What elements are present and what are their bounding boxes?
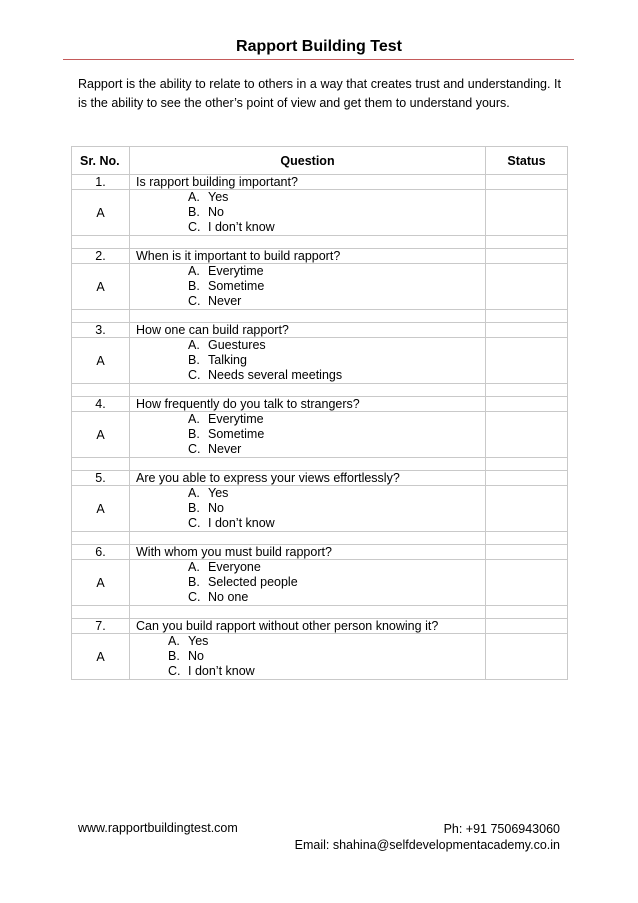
- status-cell: [486, 338, 568, 384]
- spacer-row: [72, 532, 568, 545]
- footer-email: Email: shahina@selfdevelopmentacademy.co.in: [294, 838, 560, 852]
- option-text: I don’t know: [208, 220, 275, 234]
- spacer-cell: [130, 236, 486, 249]
- footer-contact: [295, 821, 560, 853]
- option-marker: C.: [188, 294, 201, 308]
- spacer-cell: [486, 606, 568, 619]
- option-marker: A.: [188, 412, 200, 426]
- options-list: [130, 190, 485, 235]
- spacer-cell: [486, 532, 568, 545]
- spacer-cell: [72, 310, 130, 323]
- option-item: [130, 412, 485, 427]
- question-text: Is rapport building important?: [130, 175, 486, 190]
- spacer-cell: [486, 384, 568, 397]
- question-table: [71, 146, 568, 680]
- question-text: When is it important to build rapport?: [130, 249, 486, 264]
- option-marker: A.: [188, 486, 200, 500]
- option-text: Talking: [208, 353, 247, 367]
- options-row: [72, 264, 568, 310]
- footer-phone: Ph: +91 7506943060: [443, 822, 560, 836]
- option-text: No: [208, 501, 224, 515]
- status-cell: [486, 190, 568, 236]
- option-marker: B.: [188, 427, 200, 441]
- question-number: 2.: [72, 249, 130, 264]
- question-row: [72, 397, 568, 412]
- option-text: Everytime: [208, 412, 264, 426]
- option-marker: A.: [188, 190, 200, 204]
- option-marker: A.: [188, 264, 200, 278]
- question-row: [72, 619, 568, 634]
- option-item: [130, 427, 485, 442]
- status-cell: [486, 323, 568, 338]
- option-item: [130, 664, 485, 679]
- options-list: [130, 634, 485, 679]
- options-cell: [130, 190, 486, 236]
- question-row: [72, 545, 568, 560]
- spacer-cell: [72, 532, 130, 545]
- answer-cell: A: [72, 190, 130, 236]
- option-text: Needs several meetings: [208, 368, 343, 382]
- option-marker: C.: [188, 590, 201, 604]
- option-item: [130, 634, 485, 649]
- question-number: 7.: [72, 619, 130, 634]
- header-question: Question: [130, 147, 486, 175]
- table-header-row: [72, 147, 568, 175]
- options-list: [130, 264, 485, 309]
- option-text: Everytime: [208, 264, 264, 278]
- status-cell: [486, 175, 568, 190]
- options-cell: [130, 560, 486, 606]
- spacer-cell: [72, 458, 130, 471]
- status-cell: [486, 412, 568, 458]
- spacer-cell: [72, 236, 130, 249]
- answer-cell: A: [72, 560, 130, 606]
- options-cell: [130, 634, 486, 680]
- spacer-row: [72, 458, 568, 471]
- option-marker: C.: [188, 516, 201, 530]
- status-cell: [486, 619, 568, 634]
- question-row: [72, 175, 568, 190]
- option-marker: A.: [188, 560, 200, 574]
- options-row: [72, 560, 568, 606]
- options-row: [72, 634, 568, 680]
- options-row: [72, 338, 568, 384]
- option-marker: C.: [188, 220, 201, 234]
- spacer-row: [72, 384, 568, 397]
- option-item: [130, 560, 485, 575]
- title-divider: [63, 59, 574, 60]
- option-item: [130, 590, 485, 605]
- spacer-row: [72, 310, 568, 323]
- option-text: I don’t know: [208, 516, 275, 530]
- options-row: [72, 486, 568, 532]
- option-text: I don’t know: [188, 664, 255, 678]
- option-marker: C.: [168, 664, 181, 678]
- spacer-cell: [130, 532, 486, 545]
- question-text: Are you able to express your views effortlessly?: [130, 471, 486, 486]
- spacer-row: [72, 606, 568, 619]
- question-row: [72, 323, 568, 338]
- option-item: [130, 486, 485, 501]
- answer-cell: A: [72, 338, 130, 384]
- option-text: Guestures: [208, 338, 266, 352]
- option-item: [130, 294, 485, 309]
- question-number: 6.: [72, 545, 130, 560]
- question-text: Can you build rapport without other person knowing it?: [130, 619, 486, 634]
- option-marker: B.: [168, 649, 180, 663]
- options-cell: [130, 338, 486, 384]
- option-item: [130, 205, 485, 220]
- question-table-body: [72, 175, 568, 680]
- option-text: Never: [208, 442, 242, 456]
- options-cell: [130, 264, 486, 310]
- question-number: 5.: [72, 471, 130, 486]
- header-sr-no: Sr. No.: [72, 147, 130, 175]
- spacer-cell: [486, 236, 568, 249]
- answer-cell: A: [72, 486, 130, 532]
- option-text: No: [208, 205, 224, 219]
- option-item: [130, 353, 485, 368]
- option-item: [130, 649, 485, 664]
- spacer-cell: [130, 384, 486, 397]
- question-row: [72, 471, 568, 486]
- intro-paragraph: Rapport is the ability to relate to others in a way that creates trust and understanding. It is the ability to see the other’s point of view and get them to understand yours.: [78, 77, 561, 110]
- page-title: Rapport Building Test: [236, 38, 402, 55]
- option-text: No: [188, 649, 204, 663]
- status-cell: [486, 397, 568, 412]
- options-list: [130, 560, 485, 605]
- answer-cell: A: [72, 412, 130, 458]
- option-item: [130, 442, 485, 457]
- option-text: Yes: [188, 634, 209, 648]
- option-item: [130, 338, 485, 353]
- status-cell: [486, 486, 568, 532]
- option-item: [130, 368, 485, 383]
- spacer-row: [72, 236, 568, 249]
- option-item: [130, 501, 485, 516]
- option-text: Selected people: [208, 575, 298, 589]
- question-number: 1.: [72, 175, 130, 190]
- options-row: [72, 190, 568, 236]
- status-cell: [486, 634, 568, 680]
- option-item: [130, 220, 485, 235]
- spacer-cell: [486, 458, 568, 471]
- option-item: [130, 516, 485, 531]
- options-cell: [130, 412, 486, 458]
- footer-website: www.rapportbuildingtest.com: [78, 821, 238, 835]
- options-list: [130, 486, 485, 531]
- option-text: Sometime: [208, 427, 265, 441]
- spacer-cell: [72, 384, 130, 397]
- question-text: With whom you must build rapport?: [130, 545, 486, 560]
- question-row: [72, 249, 568, 264]
- option-marker: C.: [188, 442, 201, 456]
- spacer-cell: [130, 310, 486, 323]
- option-text: Everyone: [208, 560, 261, 574]
- option-text: Never: [208, 294, 242, 308]
- option-item: [130, 264, 485, 279]
- header-status: Status: [486, 147, 568, 175]
- spacer-cell: [130, 606, 486, 619]
- options-list: [130, 338, 485, 383]
- status-cell: [486, 264, 568, 310]
- option-text: Yes: [208, 190, 229, 204]
- option-marker: C.: [188, 368, 201, 382]
- options-row: [72, 412, 568, 458]
- question-text: How frequently do you talk to strangers?: [130, 397, 486, 412]
- option-marker: A.: [188, 338, 200, 352]
- options-cell: [130, 486, 486, 532]
- status-cell: [486, 471, 568, 486]
- spacer-cell: [486, 310, 568, 323]
- spacer-cell: [72, 606, 130, 619]
- option-text: Sometime: [208, 279, 265, 293]
- options-list: [130, 412, 485, 457]
- status-cell: [486, 249, 568, 264]
- option-item: [130, 575, 485, 590]
- question-number: 3.: [72, 323, 130, 338]
- option-marker: B.: [188, 575, 200, 589]
- option-marker: B.: [188, 353, 200, 367]
- status-cell: [486, 560, 568, 606]
- option-item: [130, 279, 485, 294]
- option-text: Yes: [208, 486, 229, 500]
- option-text: No one: [208, 590, 249, 604]
- option-marker: B.: [188, 279, 200, 293]
- option-marker: A.: [168, 634, 180, 648]
- answer-cell: A: [72, 264, 130, 310]
- option-item: [130, 190, 485, 205]
- spacer-cell: [130, 458, 486, 471]
- status-cell: [486, 545, 568, 560]
- option-marker: B.: [188, 501, 200, 515]
- option-marker: B.: [188, 205, 200, 219]
- question-text: How one can build rapport?: [130, 323, 486, 338]
- answer-cell: A: [72, 634, 130, 680]
- question-number: 4.: [72, 397, 130, 412]
